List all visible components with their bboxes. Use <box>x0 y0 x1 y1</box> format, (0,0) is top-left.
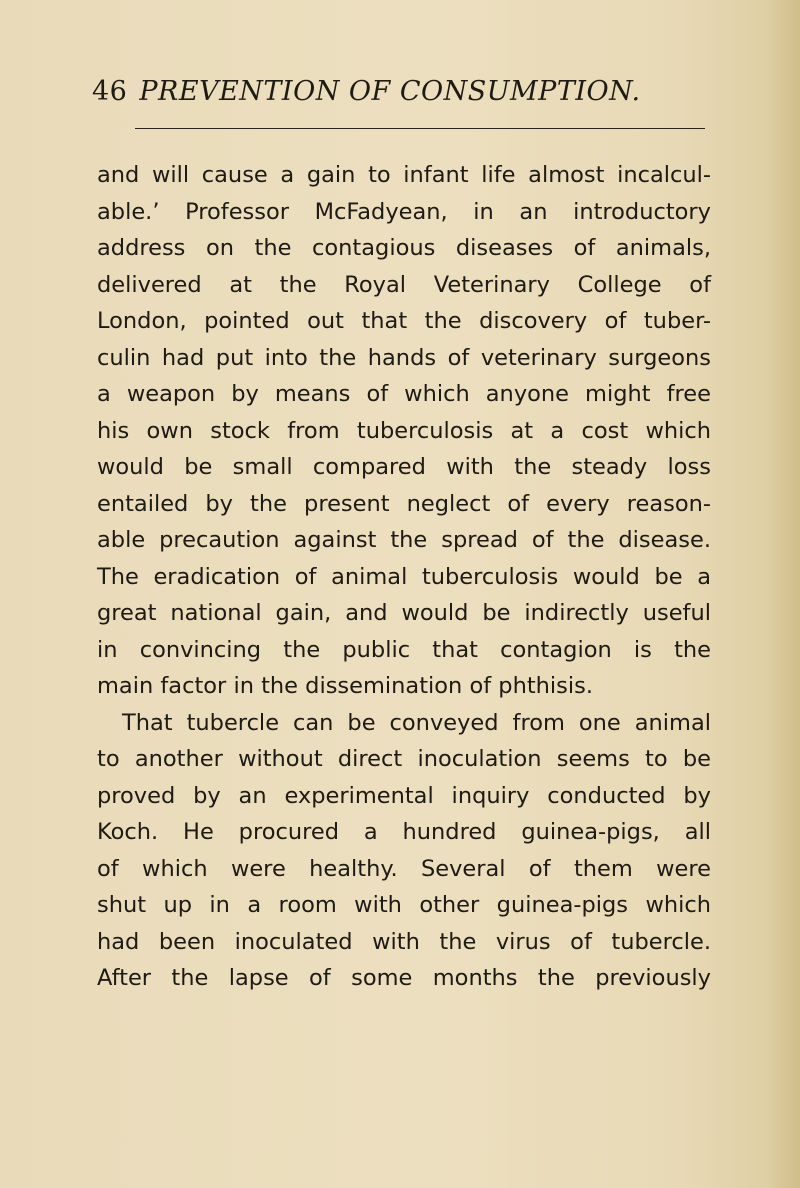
text-line: great national gain, and would be indirectly useful <box>97 600 711 626</box>
text-line: in convincing the public that contagion is the <box>97 636 711 663</box>
text-line: culin had put into the hands of veterinary surgeons <box>97 344 711 371</box>
text-line: The eradication of animal tuberculosis would be a <box>97 563 711 590</box>
text-line: able.’ Professor McFadyean, in an introductory <box>97 198 711 225</box>
text-line: main factor in the dissemination of phthisis. <box>97 673 594 699</box>
text-line: to another without direct inoculation seems to be <box>97 746 711 772</box>
text-line: address on the contagious diseases of animals, <box>97 235 711 261</box>
running-head <box>92 76 712 107</box>
text-line: Koch. He procured a hundred guinea-pigs, all <box>97 819 711 845</box>
text-line: London, pointed out that the discovery of tuber- <box>97 308 711 334</box>
text-line: delivered at the Royal Veterinary College of <box>97 271 711 298</box>
page-number: 46 <box>92 76 128 107</box>
text-line: of which were healthy. Several of them were <box>97 855 711 882</box>
body-text <box>97 157 711 997</box>
text-line: and will cause a gain to infant life almost incalcul- <box>97 162 711 188</box>
text-line: shut up in a room with other guinea-pigs which <box>97 892 711 918</box>
header-rule <box>135 128 705 129</box>
text-line: his own stock from tuberculosis at a cost which <box>97 417 711 444</box>
text-line: entailed by the present neglect of every reason- <box>97 490 711 517</box>
text-line: After the lapse of some months the previously <box>97 965 711 991</box>
text-line: a weapon by means of which anyone might free <box>97 381 711 407</box>
text-line: That tubercle can be conveyed from one animal <box>122 709 711 736</box>
text-line: able precaution against the spread of the disease. <box>97 527 711 553</box>
text-line: had been inoculated with the virus of tubercle. <box>97 928 711 955</box>
text-line: proved by an experimental inquiry conducted by <box>97 782 711 809</box>
running-title: PREVENTION OF CONSUMPTION. <box>139 76 641 107</box>
text-line: would be small compared with the steady loss <box>97 454 711 480</box>
page-edge-shadow <box>766 0 800 1188</box>
